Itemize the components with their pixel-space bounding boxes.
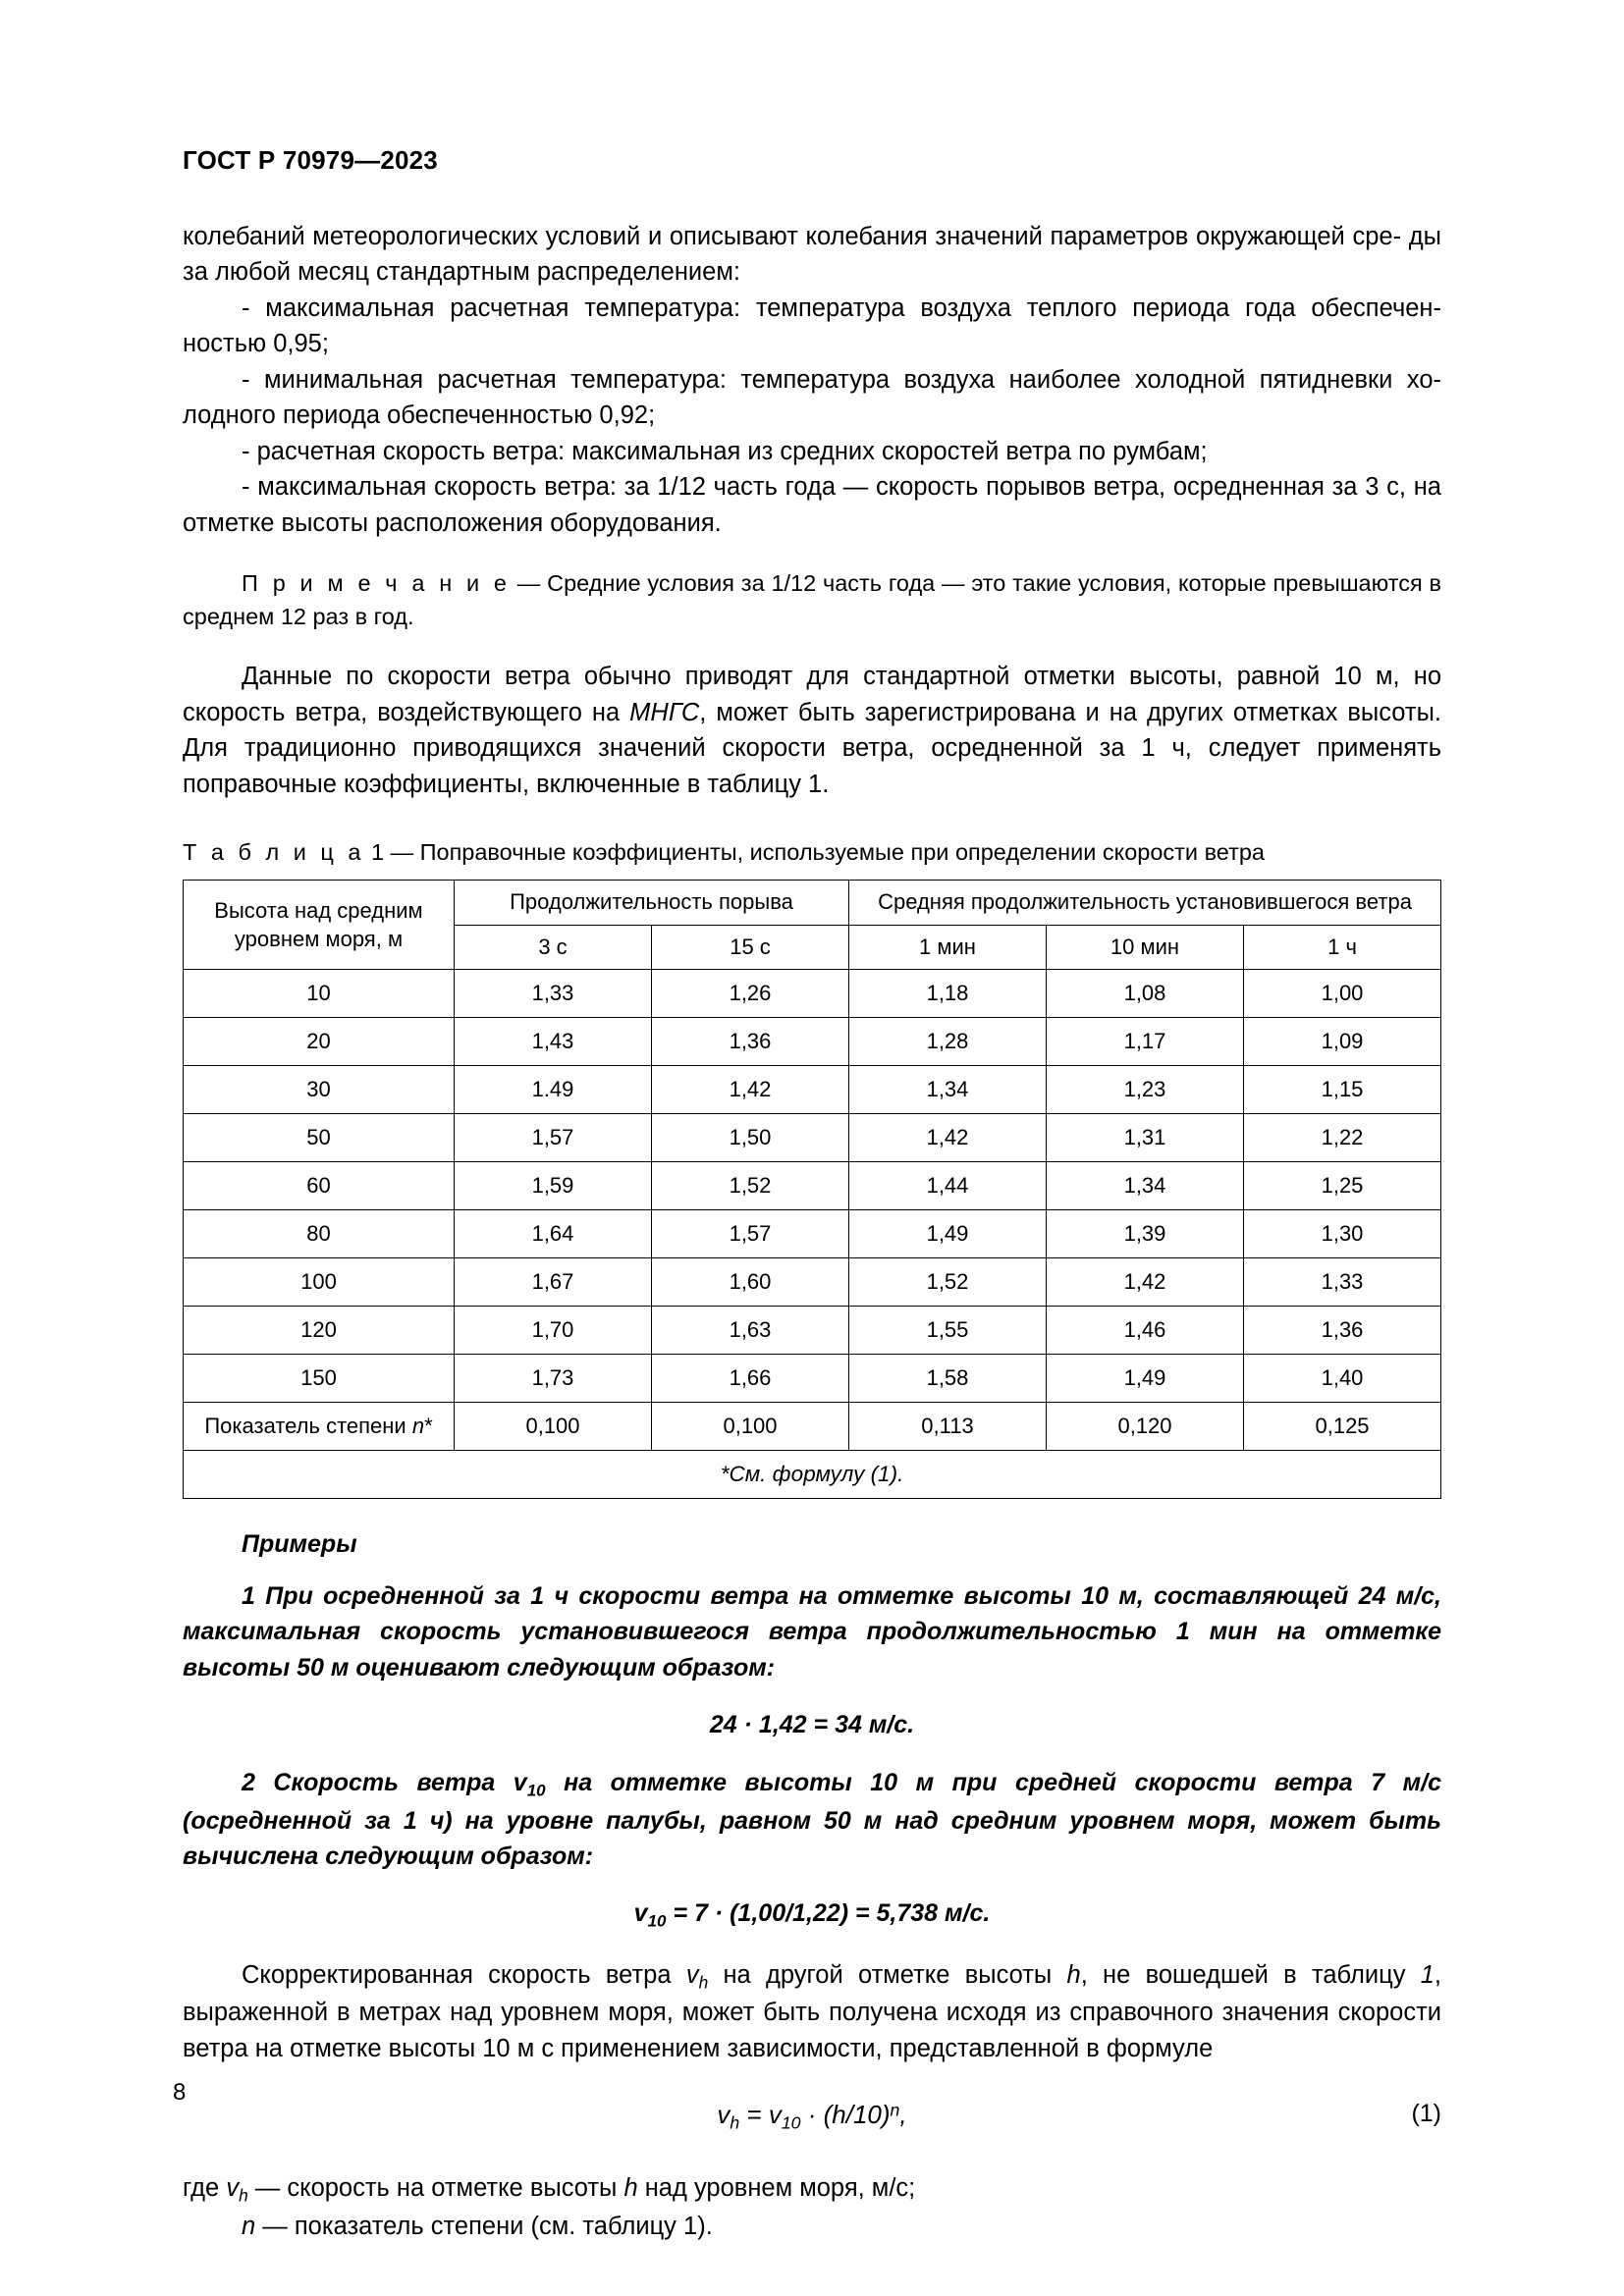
note-block [183,566,1441,633]
wind-data-b: , может быть зарегистрирована и на других отметках высоты. Для традиционно приводящихся значений скорости ветра, осредненной за 1 ч, следует применять поправочные коэффициенты, включенные в таблицу 1. [183,698,1441,798]
cell-value: 1,08 [1047,970,1244,1018]
header-height-above-sea [184,881,455,970]
example-1-text: 1 При осредненной за 1 ч скорости ветра на отметке высоты 10 м, составляющей 24 м/с, максимальная скорость установившегося ветра продолжительностью 1 мин на отметке высоты 50 м оценивают следующим образом: [183,1582,1441,1682]
paragraph-intro [183,219,1441,291]
cell-value: 1,50 [652,1114,849,1162]
cell-value: 1,42 [652,1066,849,1114]
cell-value: 1,52 [849,1258,1047,1307]
cell-value: 1,44 [849,1162,1047,1210]
cell-value: 1,58 [849,1355,1047,1403]
cell-value: 1,17 [1047,1018,1244,1066]
cell-height: 20 [184,1018,455,1066]
where-symbol-h: h [623,2174,638,2203]
formula2-subscript: 10 [647,1911,667,1931]
table-header-row-groups [184,881,1441,926]
table-caption [183,839,1441,866]
table-row [184,1066,1441,1114]
cell-value: 1,36 [652,1018,849,1066]
table-footnote: *См. формулу (1). [184,1451,1441,1499]
cell-value: 1,55 [849,1307,1047,1355]
examples-section [183,1530,1441,1932]
bullet-min-temp-text: - минимальная расчетная температура: температура воздуха наиболее холодной пятидневки хо- [242,365,1441,394]
table-caption-number: 1 [370,839,385,866]
equation-1-row [183,2100,1441,2141]
header-sustained-duration: Средняя продолжительность установившегося ветра [849,881,1441,926]
intro-line1: колебаний метеорологических условий и описывают колебания значений параметров окружающей сре- [183,223,1402,250]
header-10min: 10 мин [1047,925,1244,970]
cell-height: 80 [184,1210,455,1258]
examples-title: Примеры [242,1530,357,1559]
cell-value: 1,67 [455,1258,652,1307]
cell-value: 1,28 [849,1018,1047,1066]
cell-value: 0,100 [455,1403,652,1451]
table-row [184,1162,1441,1210]
tail-symbol-v: v [685,1960,699,1989]
note-label: П р и м е ч а н и е [242,570,511,597]
cell-height: 120 [184,1307,455,1355]
tail-symbol-h: h [1066,1960,1081,1989]
bullet-design-wind [183,434,1441,469]
bullet-design-wind-text: - расчетная скорость ветра: максимальная из средних скоростей ветра по румбам; [242,437,1208,465]
tail-table-ref: 1 [1420,1960,1435,1989]
cell-value: 1,40 [1244,1355,1441,1403]
table-row [184,1258,1441,1307]
example-1-formula: 24 · 1,42 = 34 м/с. [709,1710,915,1738]
tail-text-d: , выраженной в метрах над уровнем моря, может быть получена исходя из справочного значения скорости ветра на отметке высоты 10 м с применением зависимости, представленной в формуле [183,1960,1442,2062]
header-1h: 1 ч [1244,925,1441,970]
header-gust-duration: Продолжительность порыва [455,881,849,926]
correction-coefficients-table [183,880,1441,1499]
example-1 [183,1578,1441,1685]
cell-value: 1,63 [652,1307,849,1355]
paragraph-corrected-speed [183,1957,1441,2066]
header-3s: 3 с [455,925,652,970]
where-symbol-v: v [226,2174,240,2203]
example-2-text-b: на отметке высоты 10 м при средней скорости ветра 7 м/с (осредненной за 1 ч) на уровне палубы, равном 50 м над средним уровнем моря, может быть вычислена следующим образом: [183,1768,1441,1871]
header-15s: 15 с [652,925,849,970]
equation-1 [183,2100,1441,2134]
cell-power-label [184,1403,455,1451]
cell-value: 1,59 [455,1162,652,1210]
page-content [183,145,1441,2245]
header-height-line1: Высота над средним [214,897,423,923]
table-row-footnote [184,1451,1441,1499]
cell-value: 1,25 [1244,1162,1441,1210]
table-body [184,970,1441,1499]
tail-text-b: на другой отметке высоты [708,1960,1067,1989]
cell-value: 1,36 [1244,1307,1441,1355]
equation-exponent: n [890,2100,900,2120]
table-row [184,1210,1441,1258]
bullet-max-wind [183,469,1441,541]
cell-height: 10 [184,970,455,1018]
cell-value: 1,46 [1047,1307,1244,1355]
cell-value: 1,23 [1047,1066,1244,1114]
equation-comma: , [899,2100,907,2130]
cell-value: 1,42 [1047,1258,1244,1307]
cell-value: 1,09 [1244,1018,1441,1066]
power-label-symbol: n [411,1414,425,1439]
equation-eq: = v [739,2100,782,2130]
bullet-min-temp-cont: лодного периода обеспеченностью 0,92; [183,401,656,430]
cell-value: 1,70 [455,1307,652,1355]
cell-value: 1,42 [849,1114,1047,1162]
header-1min: 1 мин [849,925,1047,970]
cell-value: 1,57 [455,1114,652,1162]
bullet-max-wind-cont: на отметке высоты расположения оборудования. [183,473,1441,537]
tail-text-a: Скорректированная скорость ветра [242,1960,686,1989]
cell-value: 1,73 [455,1355,652,1403]
spacer [183,633,1441,659]
equation-1-number: (1) [1411,2100,1441,2128]
where-def1-b: над уровнем моря, м/с; [637,2174,916,2203]
bullet-max-wind-text: - максимальная скорость ветра: за 1/12 часть года — скорость порывов ветра, осредненная за 3 с, [242,473,1406,502]
cell-value: 1.49 [455,1066,652,1114]
example-2-formula [183,1899,1441,1931]
cell-value: 0,125 [1244,1403,1441,1451]
cell-value: 1,22 [1244,1114,1441,1162]
cell-value: 1,15 [1244,1066,1441,1114]
example-2-subscript: 10 [526,1781,546,1800]
power-label-star: * [424,1414,433,1439]
table-row-power-exponent [184,1403,1441,1451]
cell-value: 1,33 [1244,1258,1441,1307]
cell-value: 1,57 [652,1210,849,1258]
where-line-1 [183,2170,1441,2209]
cell-value: 1,30 [1244,1210,1441,1258]
cell-value: 0,100 [652,1403,849,1451]
equation-v-sub: h [730,2112,740,2133]
bullet-max-temp-text: - максимальная расчетная температура: температура воздуха теплого периода года обеспечен- [242,294,1441,322]
table-head [184,881,1441,970]
cell-value: 1,52 [652,1162,849,1210]
cell-value: 1,33 [455,970,652,1018]
bullet-max-temp [183,291,1441,362]
where-symbol-n: n [242,2212,256,2240]
example-2 [183,1765,1441,1875]
table-row [184,970,1441,1018]
intro-line2: ды за любой месяц стандартным распределением: [183,223,1441,287]
cell-height: 150 [184,1355,455,1403]
cell-value: 1,64 [455,1210,652,1258]
cell-value: 1,00 [1244,970,1441,1018]
cell-value: 1,39 [1047,1210,1244,1258]
tail-text-c: , не вошедшей в таблицу [1080,1960,1421,1989]
page-number: 8 [173,2079,187,2106]
tail-symbol-v-sub: h [698,1972,709,1993]
where-label: где [183,2174,227,2203]
where-def1-a: — скорость на отметке высоты [247,2174,624,2203]
paragraph-wind-data [183,659,1441,802]
cell-height: 60 [184,1162,455,1210]
cell-value: 1,60 [652,1258,849,1307]
power-label-text: Показатель степени [204,1414,412,1439]
table-caption-label: Т а б л и ц а [183,839,365,866]
cell-value: 0,120 [1047,1403,1244,1451]
wind-data-a: Данные по скорости ветра обычно приводят для стандартной отметки высоты, равной 10 м, но скорость ветра, воздействующего на [183,663,1441,726]
table-caption-text: — Поправочные коэффициенты, используемые при определении скорости ветра [390,839,1265,866]
cell-value: 1,34 [849,1066,1047,1114]
cell-value: 1,26 [652,970,849,1018]
bullet-max-temp-cont: ностью 0,95; [183,330,329,358]
standard-header: ГОСТ Р 70979—2023 [183,145,438,175]
cell-height: 100 [184,1258,455,1307]
equation-v: v [717,2100,731,2130]
note-text: — Средние условия за 1/12 часть года — это такие условия, которые превышаются в среднем 12 раз в год. [183,570,1441,630]
cell-value: 1,43 [455,1018,652,1066]
cell-value: 1,18 [849,970,1047,1018]
bullet-min-temp [183,362,1441,434]
cell-value: 1,66 [652,1355,849,1403]
table-row [184,1307,1441,1355]
abbrev-mngs: МНГС [629,698,700,726]
table-row [184,1114,1441,1162]
formula2-rest: = 7 · (1,00/1,22) = 5,738 м/с. [666,1899,991,1928]
where-line-2 [183,2209,1441,2245]
formula2-v: v [633,1899,648,1928]
cell-value: 1,34 [1047,1162,1244,1210]
cell-value: 1,49 [1047,1355,1244,1403]
cell-height: 30 [184,1066,455,1114]
equation-v10-sub: 10 [781,2112,801,2133]
where-def2: — показатель степени (см. таблицу 1). [255,2212,713,2240]
examples-title-wrapper [183,1530,1441,1559]
cell-value: 1,31 [1047,1114,1244,1162]
cell-height: 50 [184,1114,455,1162]
table-row [184,1355,1441,1403]
example-2-text-a: 2 Скорость ветра v [242,1768,527,1796]
cell-value: 0,113 [849,1403,1047,1451]
equation-rest: · (h/10) [800,2100,891,2130]
where-symbol-v-sub: h [239,2185,248,2206]
cell-value: 1,49 [849,1210,1047,1258]
table-row [184,1018,1441,1066]
header-height-line2: уровнем моря, м [234,927,404,952]
